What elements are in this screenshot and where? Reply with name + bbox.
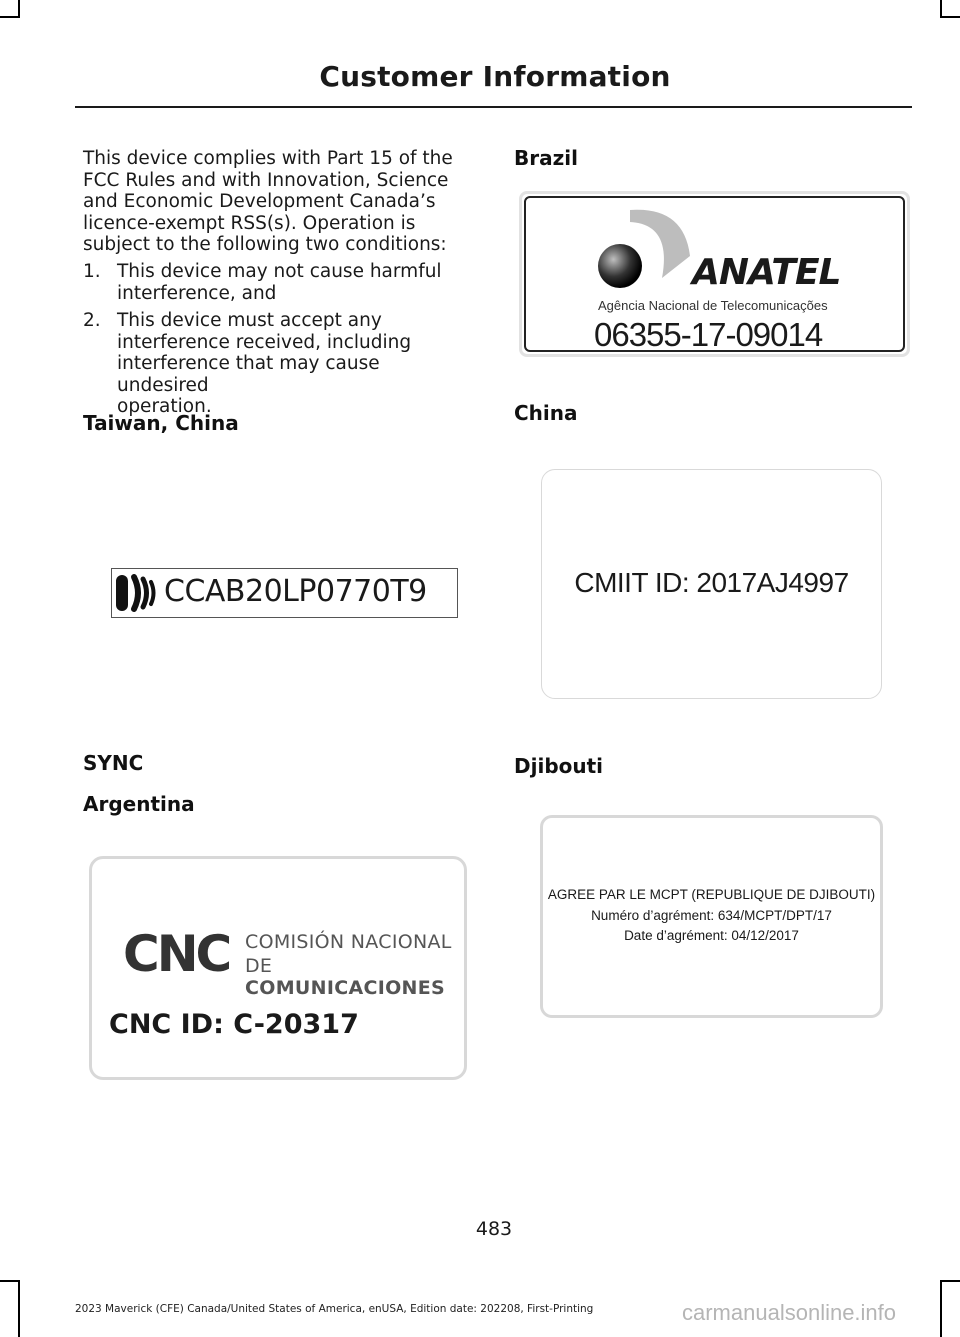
cnc-logo-text: CNC [123, 925, 230, 983]
intro-line: This device complies with Part 15 of the [83, 148, 453, 169]
intro-paragraph [83, 148, 483, 256]
intro-line: licence-exempt RSS(s). Operation is [83, 212, 416, 234]
crop-mark [940, 0, 942, 18]
crop-mark [940, 1280, 960, 1282]
footer-edition: 2023 Maverick (CFE) Canada/United States of America, enUSA, Edition date: 202208, First-Printing [75, 1303, 594, 1315]
intro-line: FCC Rules and with Innovation, Science [83, 169, 449, 191]
anatel-inner-frame [524, 196, 905, 352]
djibouti-line1: AGREE PAR LE MCPT (REPUBLIQUE DE DJIBOUTI) [547, 887, 876, 902]
condition-number: 2. [83, 310, 101, 331]
condition-item [83, 261, 483, 307]
djibouti-line3: Date d’agrément: 04/12/2017 [624, 928, 799, 943]
cnc-logo-icon [123, 925, 229, 983]
condition-line: This device must accept any [117, 310, 382, 331]
taiwan-label-id: CCAB20LP0770T9 [164, 574, 427, 609]
intro-line: subject to the following two conditions: [83, 234, 447, 255]
watermark: carmanualsonline.info [682, 1300, 897, 1325]
condition-line: This device may not cause harmful [117, 261, 442, 282]
condition-text [117, 261, 477, 304]
page-title: Customer Information [319, 60, 671, 93]
djibouti-label [540, 815, 883, 1018]
cnc-org-prefix: DE [245, 955, 273, 977]
title-rule [75, 106, 912, 108]
taiwan-heading: Taiwan, China [83, 411, 239, 435]
sync-heading: SYNC [83, 751, 144, 775]
crop-mark [18, 0, 20, 18]
page-number: 483 [475, 1218, 513, 1240]
condition-number: 1. [83, 261, 101, 282]
crop-mark [0, 1280, 20, 1282]
china-label-id: CMIIT ID: 2017AJ4997 [574, 567, 849, 598]
brazil-anatel-label [519, 191, 910, 357]
condition-line: interference, and [117, 282, 277, 304]
taiwan-ncc-label [111, 568, 458, 618]
condition-line: interference that may cause undesired [117, 353, 380, 396]
cnc-org-bold: COMUNICACIONES [245, 977, 445, 999]
intro-line: and Economic Development Canada’s [83, 191, 436, 212]
condition-line: interference received, including [117, 331, 412, 353]
crop-mark [940, 16, 960, 18]
brazil-heading: Brazil [514, 146, 578, 170]
condition-text [117, 310, 477, 418]
cnc-org-line2 [245, 955, 464, 999]
anatel-logo-icon [594, 208, 694, 292]
djibouti-line2: Numéro d’agrément: 634/MCPT/DPT/17 [591, 908, 832, 923]
crop-mark [18, 1280, 20, 1337]
argentina-label-id: CNC ID: C-20317 [109, 1009, 359, 1040]
cnc-org-line1: COMISIÓN NACIONAL [245, 931, 452, 953]
djibouti-heading: Djibouti [514, 754, 604, 778]
anatel-agency: Agência Nacional de Telecomunicações [598, 298, 828, 313]
china-heading: China [514, 401, 578, 425]
condition-line: operation. [117, 396, 212, 417]
anatel-brand: ANATEL [692, 252, 841, 293]
argentina-heading: Argentina [83, 792, 195, 816]
argentina-cnc-label [89, 856, 467, 1080]
china-cmiit-label [541, 469, 882, 699]
crop-mark [940, 1280, 942, 1337]
crop-mark [0, 16, 20, 18]
ncc-logo-icon [112, 569, 162, 617]
brazil-label-id: 06355-17-09014 [594, 316, 823, 353]
condition-item [83, 310, 483, 417]
